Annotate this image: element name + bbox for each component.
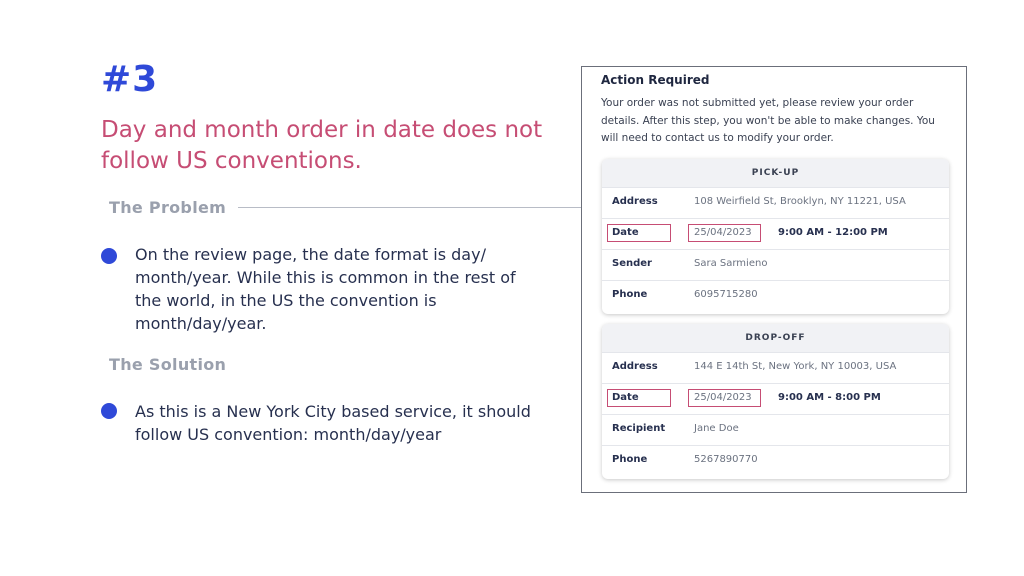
dropoff-card-header: DROP-OFF <box>602 324 949 352</box>
review-screenshot-panel <box>581 66 967 493</box>
pickup-phone-row <box>602 280 949 311</box>
pickup-sender-label: Sender <box>612 258 652 269</box>
dropoff-card <box>602 324 949 479</box>
pickup-address-value: 108 Weirfield St, Brooklyn, NY 11221, USA <box>694 196 906 207</box>
problem-text: On the review page, the date format is day/ month/year. While this is common in the rest of the world, in the US the convention is month/day/year. <box>135 245 516 333</box>
dropoff-phone-row <box>602 445 949 476</box>
panel-description: Your order was not submitted yet, please review your order details. After this step, you won't be able to make changes. You will need to contact us to modify your order. <box>601 97 935 144</box>
dropoff-date-label: Date <box>612 392 639 403</box>
pickup-phone-label: Phone <box>612 289 648 300</box>
pickup-card <box>602 159 949 314</box>
dropoff-recipient-value: Jane Doe <box>694 423 739 434</box>
dropoff-time-value: 9:00 AM - 8:00 PM <box>778 392 881 403</box>
pickup-address-row <box>602 187 949 218</box>
dropoff-date-row <box>602 383 949 414</box>
pickup-date-label: Date <box>612 227 639 238</box>
dropoff-date-value: 25/04/2023 <box>694 392 752 403</box>
dropoff-address-label: Address <box>612 361 658 372</box>
problem-bullet-dot <box>101 248 117 264</box>
pickup-sender-row <box>602 249 949 280</box>
solution-text: As this is a New York City based service, it should follow US convention: month/day/year <box>135 402 531 444</box>
dropoff-phone-value: 5267890770 <box>694 454 758 465</box>
dropoff-address-row <box>602 352 949 383</box>
problem-heading: The Problem <box>109 198 227 217</box>
pickup-date-value: 25/04/2023 <box>694 227 752 238</box>
pickup-sender-value: Sara Sarmieno <box>694 258 768 269</box>
solution-heading: The Solution <box>109 355 227 374</box>
dropoff-phone-label: Phone <box>612 454 648 465</box>
slide-number: #3 <box>101 59 159 100</box>
panel-title: Action Required <box>601 73 710 87</box>
pickup-address-label: Address <box>612 196 658 207</box>
pickup-card-header: PICK-UP <box>602 159 949 187</box>
dropoff-recipient-row <box>602 414 949 445</box>
connector-line <box>238 207 582 208</box>
dropoff-recipient-label: Recipient <box>612 423 666 434</box>
pickup-date-row <box>602 218 949 249</box>
pickup-time-value: 9:00 AM - 12:00 PM <box>778 227 888 238</box>
slide-title: Day and month order in date does not follow US conventions. <box>101 117 543 174</box>
pickup-phone-value: 6095715280 <box>694 289 758 300</box>
solution-bullet-dot <box>101 403 117 419</box>
dropoff-address-value: 144 E 14th St, New York, NY 10003, USA <box>694 361 897 372</box>
